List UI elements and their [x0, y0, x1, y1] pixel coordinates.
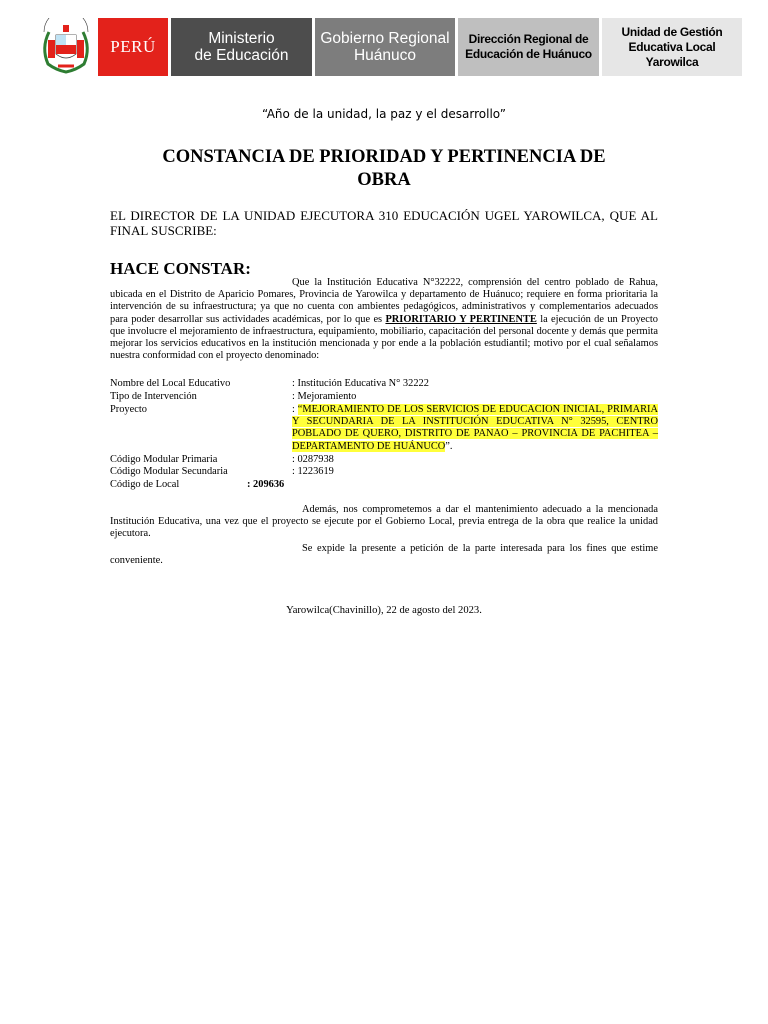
ugel-line-2: Educativa Local — [628, 39, 716, 54]
proyecto-name-highlight: “MEJORAMIENTO DE LOS SERVICIOS DE EDUCACION INICIAL, PRIMARIA Y SECUNDARIA DE LA INSTITUCIÓN EDUCATIVA N° 32595, CENTRO POBLADO DE QUERO, DISTRITO DE PANAO – PROVINCIA DE PACHITEA – DEPARTAMENTO DE HUÁNUCO — [292, 404, 658, 452]
paragraph-1-start: Que la Institución Educativa N°32222, comprensión del centro poblado de Rahua, ubicada en el Distrito de Aparicio Pomares, Provincia de Yarowilca y departamento de Huánuco; requiere en forma prioritaria la intervención de su infraestructura; ya que no cuenta con ambientes pedagógicos, administrativos y complementarios adecuados para poder desarrollar sus actividades académicas, por lo que es — [110, 277, 658, 325]
field-label-proyecto: Proyecto — [110, 404, 147, 415]
direccion-line-2: Educación de Huánuco — [465, 47, 592, 61]
field-value-codigo-primaria: : 0287938 — [292, 454, 334, 465]
ugel-line-1: Unidad de Gestión — [621, 24, 723, 39]
gobierno-line-2: Huánuco — [353, 47, 417, 64]
field-label-tipo: Tipo de Intervención — [110, 391, 197, 402]
place-and-date: Yarowilca(Chavinillo), 22 de agosto del 2023. — [286, 605, 482, 616]
title-line-2: OBRA — [357, 170, 411, 190]
gobierno-regional-block — [315, 18, 455, 76]
gobierno-line-1: Gobierno Regional — [320, 30, 450, 47]
ministerio-line-2: de Educación — [194, 47, 289, 64]
paragraph-1 — [110, 277, 658, 362]
field-value-tipo: : Mejoramiento — [292, 391, 357, 402]
field-label-nombre: Nombre del Local Educativo — [110, 378, 231, 389]
field-value-codigo-local: : 209636 — [247, 479, 285, 490]
letterhead — [36, 18, 742, 76]
field-label-codigo-primaria: Código Modular Primaria — [110, 454, 218, 465]
proyecto-prefix: : — [292, 404, 298, 415]
direccion-regional-block — [458, 18, 599, 76]
ugel-block — [602, 18, 742, 76]
director-statement: EL DIRECTOR DE LA UNIDAD EJECUTORA 310 EDUCACIÓN UGEL YAROWILCA, QUE AL FINAL SUSCRIBE: — [110, 208, 658, 238]
paragraph-1-end: la ejecución de un Proyecto que involucre el mejoramiento de infraestructura, equipamiento, mobiliario, capacitación del personal docente y demás que permita mejorar los servicios educativos en la institución mencionada y por ende a la población estudiantil; motivo por el cual señalamos nuestra conformidad con el proyecto denominado: — [110, 313, 658, 362]
ministerio-educacion-block — [171, 18, 312, 76]
field-label-codigo-local: Código de Local — [110, 479, 180, 490]
direccion-line-1: Dirección Regional de — [468, 32, 589, 46]
peru-coat-of-arms-icon — [36, 18, 96, 76]
field-label-codigo-secundaria: Código Modular Secundaria — [110, 466, 228, 477]
proyecto-suffix: ”. — [445, 440, 453, 452]
prioritario-emphasis: PRIORITARIO Y PERTINENTE — [385, 313, 537, 325]
year-motto: “Año de la unidad, la paz y el desarrollo” — [262, 107, 506, 121]
paragraph-3: Se expide la presente a petición de la parte interesada para los fines que estime conveniente. — [110, 543, 658, 567]
ministerio-line-1: Ministerio — [208, 30, 275, 47]
title-line-1: CONSTANCIA DE PRIORIDAD Y PERTINENCIA DE — [162, 147, 606, 167]
paragraph-2: Además, nos comprometemos a dar el mantenimiento adecuado a la mencionada Institución Educativa, una vez que el proyecto se ejecute por el Gobierno Local, previa entrega de la obra que realice la unidad ejecutora. — [110, 504, 658, 540]
field-value-codigo-secundaria: : 1223619 — [292, 466, 334, 477]
ugel-line-3: Yarowilca — [645, 54, 699, 69]
field-value-nombre: : Institución Educativa N° 32222 — [292, 378, 429, 389]
peru-label: PERÚ — [98, 18, 168, 76]
field-value-proyecto — [292, 404, 658, 453]
document-title — [120, 146, 648, 192]
hace-constar-heading: HACE CONSTAR: — [110, 259, 251, 278]
